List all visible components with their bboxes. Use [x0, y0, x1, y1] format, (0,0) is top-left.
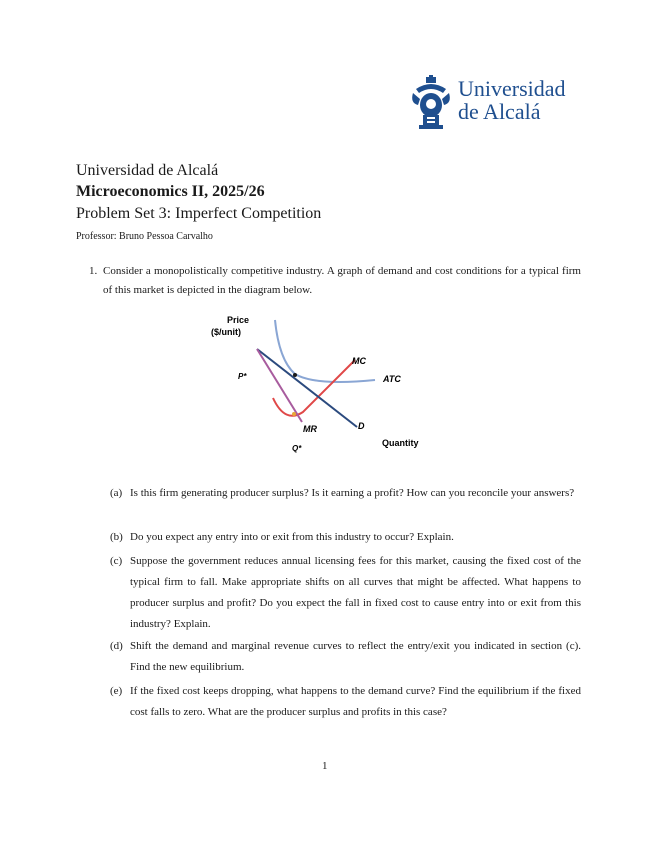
- problem-set-title: Problem Set 3: Imperfect Competition: [76, 205, 322, 222]
- subquestion-label: (c): [110, 555, 123, 567]
- subquestion-text: Shift the demand and marginal revenue curves to reflect the entry/exit you indicated in section (c). Find the new equilibrium.: [130, 640, 581, 673]
- demand-label: D: [358, 421, 365, 431]
- logo-wordmark: [458, 77, 566, 123]
- atc-label: ATC: [383, 374, 401, 384]
- university-name: Universidad de Alcalá: [76, 162, 219, 179]
- marginal-revenue-curve: [257, 349, 302, 422]
- q-star-label: Q*: [292, 444, 302, 453]
- atc-curve: [275, 320, 375, 382]
- question-text: Consider a monopolistically competitive industry. A graph of demand and cost conditions for a typical firm of this market is depicted in the diagram below.: [103, 265, 581, 296]
- subquestion-a: [110, 483, 581, 504]
- price-point-marker: [293, 373, 297, 377]
- university-logo: [410, 75, 580, 133]
- subquestion-text: Suppose the government reduces annual licensing fees for this market, causing the fixed cost of the typical firm to fall. Make appropriate shifts on all curves that might be affected. What happens to producer surplus and profit? Do you expect the fall in fixed cost to cause entry into or exit from this industry? Explain.: [130, 555, 581, 630]
- p-star-label: P*: [238, 372, 247, 381]
- y-axis-label-line1: Price: [227, 315, 250, 325]
- mc-curve: [273, 360, 355, 416]
- subquestion-e: [110, 681, 581, 723]
- y-axis-label-line2: ($/unit): [211, 327, 241, 337]
- mr-label: MR: [303, 424, 317, 434]
- subquestion-label: (d): [110, 640, 123, 652]
- demand-curve: [257, 349, 357, 427]
- logo-line-1: Universidad: [458, 76, 566, 101]
- subquestion-b: [110, 527, 581, 548]
- mr-mc-intersection-marker: [292, 412, 296, 416]
- subquestion-text: If the fixed cost keeps dropping, what happens to the demand curve? Find the equilibrium if the fixed cost falls to zero. What are the producer surplus and profits in this case?: [130, 685, 581, 718]
- subquestion-label: (a): [110, 487, 123, 499]
- university-crest-icon: [410, 75, 452, 131]
- question-1: [89, 262, 581, 300]
- cost-demand-diagram: [205, 312, 445, 457]
- page-number: 1: [322, 760, 328, 772]
- professor-line: Professor: Bruno Pessoa Carvalho: [76, 231, 213, 242]
- course-title: Microeconomics II, 2025/26: [76, 183, 265, 200]
- subquestion-text: Do you expect any entry into or exit from this industry to occur? Explain.: [130, 531, 454, 543]
- subquestion-c: [110, 551, 581, 635]
- x-axis-label: Quantity: [382, 438, 419, 448]
- question-number: 1.: [89, 265, 98, 277]
- logo-line-2: de Alcalá: [458, 99, 541, 124]
- mc-label: MC: [352, 356, 366, 366]
- subquestion-d: [110, 636, 581, 678]
- subquestion-label: (b): [110, 531, 123, 543]
- subquestion-text: Is this firm generating producer surplus? Is it earning a profit? How can you reconcile your answers?: [130, 487, 575, 499]
- subquestion-label: (e): [110, 685, 123, 697]
